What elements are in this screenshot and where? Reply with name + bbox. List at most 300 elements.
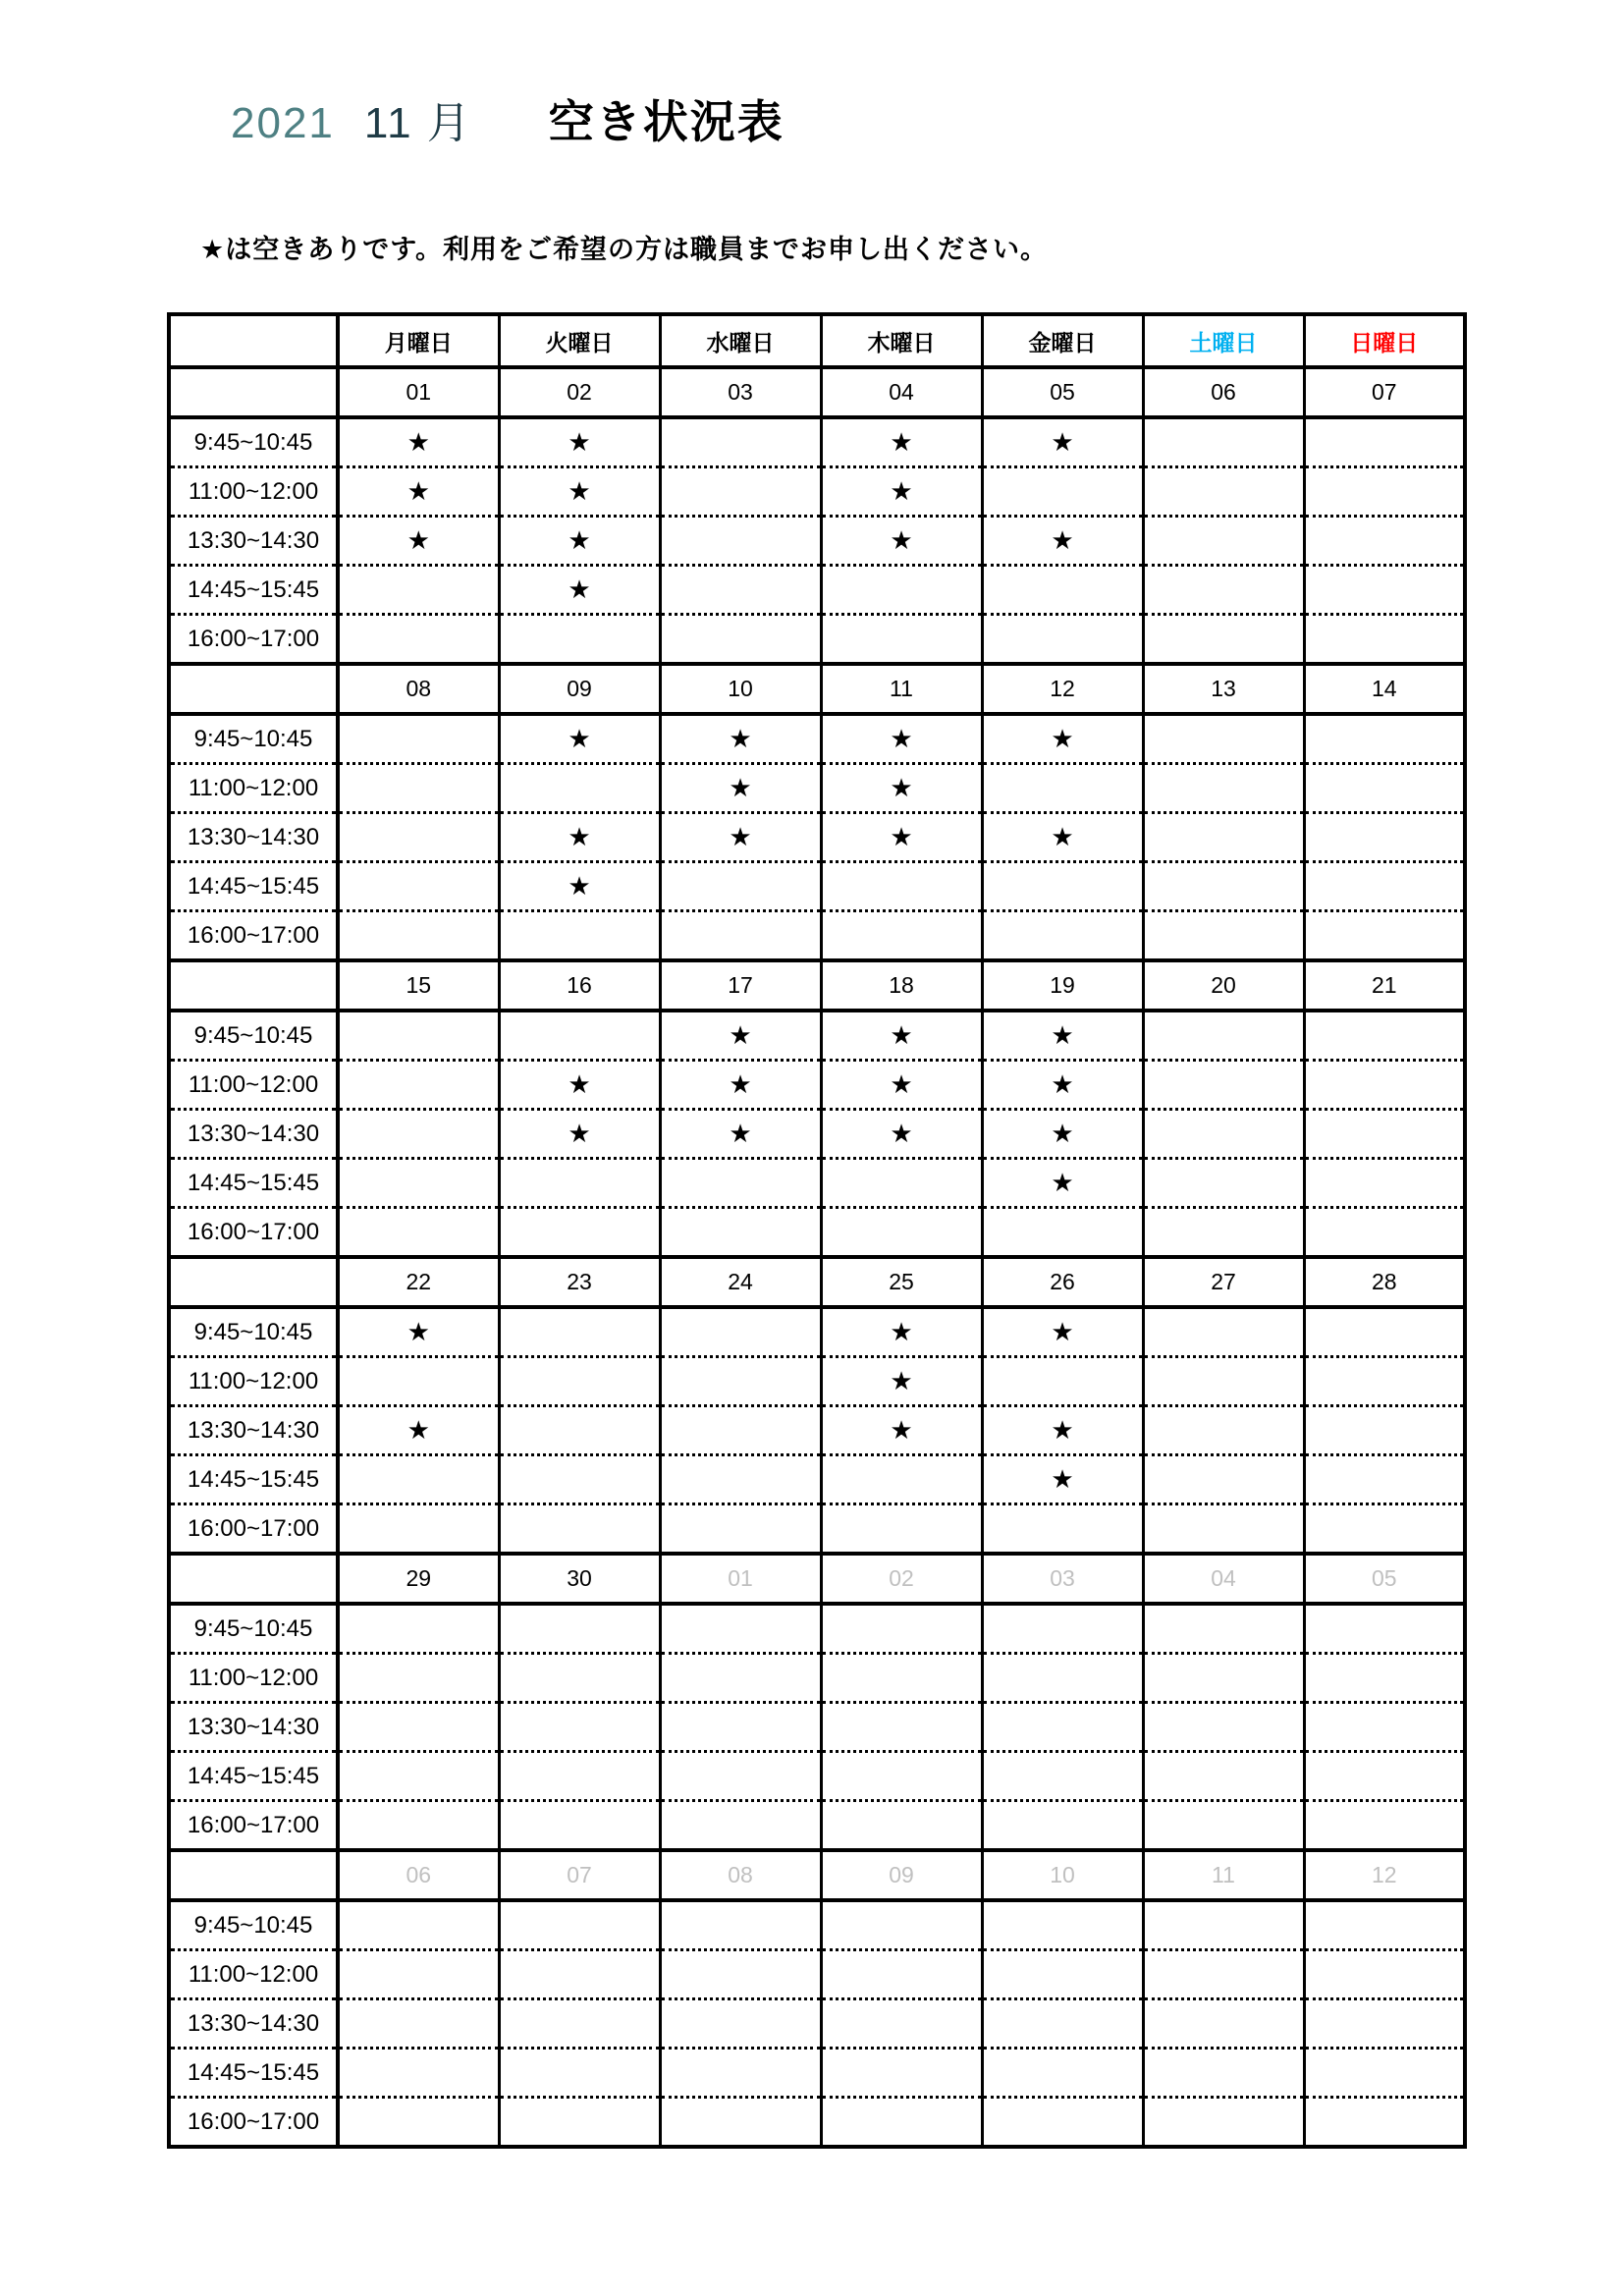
availability-cell-empty <box>499 1357 660 1406</box>
week-4-time-row-2 <box>169 1357 1465 1406</box>
availability-cell-empty <box>1304 1357 1465 1406</box>
weekday-header-wednesday: 水曜日 <box>660 314 821 367</box>
availability-cell-empty <box>1304 1061 1465 1110</box>
date-cell-22: 22 <box>338 1257 499 1307</box>
availability-cell-empty <box>660 1307 821 1357</box>
availability-cell-available <box>982 1455 1143 1504</box>
availability-cell-available <box>982 1110 1143 1159</box>
availability-cell-empty <box>1304 911 1465 961</box>
availability-cell-available <box>499 862 660 911</box>
availability-cell-empty <box>982 1504 1143 1555</box>
star-icon: ★ <box>406 525 430 555</box>
availability-cell-empty <box>1143 1703 1304 1752</box>
time-slot-label: 11:00~12:00 <box>169 1950 338 1999</box>
availability-cell-empty <box>499 1208 660 1258</box>
star-icon: ★ <box>406 476 430 506</box>
availability-cell-empty <box>1143 1357 1304 1406</box>
availability-cell-empty <box>1143 1801 1304 1851</box>
availability-cell-available <box>499 566 660 615</box>
availability-cell-empty <box>338 714 499 764</box>
week-2-date-row <box>169 664 1465 714</box>
availability-cell-empty <box>338 862 499 911</box>
star-icon: ★ <box>1051 822 1074 851</box>
availability-cell-available <box>338 1406 499 1455</box>
availability-cell-empty <box>821 1208 982 1258</box>
availability-cell-available <box>338 1307 499 1357</box>
week-3-time-row-5 <box>169 1208 1465 1258</box>
availability-cell-empty <box>338 911 499 961</box>
star-icon: ★ <box>568 574 591 604</box>
availability-cell-empty <box>821 1999 982 2049</box>
availability-cell-empty <box>821 1900 982 1950</box>
availability-cell-empty <box>338 1703 499 1752</box>
availability-cell-available <box>821 417 982 467</box>
availability-cell-empty <box>338 1061 499 1110</box>
date-cell-06: 06 <box>1143 367 1304 417</box>
availability-cell-empty <box>499 1752 660 1801</box>
availability-cell-available <box>982 714 1143 764</box>
star-icon: ★ <box>890 525 913 555</box>
week-3-time-row-1 <box>169 1011 1465 1061</box>
time-slot-label: 16:00~17:00 <box>169 1504 338 1555</box>
availability-cell-empty <box>1304 517 1465 566</box>
week-1-time-row-3 <box>169 517 1465 566</box>
star-icon: ★ <box>890 476 913 506</box>
time-slot-label: 9:45~10:45 <box>169 417 338 467</box>
availability-cell-empty <box>1143 1159 1304 1208</box>
date-cell-09: 09 <box>499 664 660 714</box>
week-3-time-row-3 <box>169 1110 1465 1159</box>
availability-cell-available <box>821 764 982 813</box>
date-cell-08-nextmonth: 08 <box>660 1850 821 1900</box>
availability-cell-empty <box>660 566 821 615</box>
date-cell-23: 23 <box>499 1257 660 1307</box>
availability-cell-empty <box>499 911 660 961</box>
availability-cell-empty <box>1304 1654 1465 1703</box>
availability-cell-empty <box>1304 1504 1465 1555</box>
availability-cell-empty <box>1304 1110 1465 1159</box>
time-slot-label: 14:45~15:45 <box>169 1159 338 1208</box>
availability-cell-available <box>338 417 499 467</box>
star-icon: ★ <box>1051 1119 1074 1148</box>
availability-cell-empty <box>821 1504 982 1555</box>
availability-cell-empty <box>982 862 1143 911</box>
star-icon: ★ <box>1051 724 1074 753</box>
time-slot-label: 11:00~12:00 <box>169 764 338 813</box>
availability-cell-empty <box>660 862 821 911</box>
availability-cell-available <box>982 1061 1143 1110</box>
star-icon: ★ <box>1051 1317 1074 1346</box>
date-row-empty-cell <box>169 1554 338 1604</box>
date-cell-04: 04 <box>821 367 982 417</box>
week-5-time-row-2 <box>169 1654 1465 1703</box>
availability-cell-available <box>499 813 660 862</box>
availability-cell-available <box>660 714 821 764</box>
availability-cell-empty <box>1143 1061 1304 1110</box>
availability-cell-empty <box>338 2049 499 2098</box>
availability-cell-available <box>660 813 821 862</box>
availability-cell-empty <box>338 2098 499 2148</box>
weekday-header-sunday: 日曜日 <box>1304 314 1465 367</box>
week-1-time-row-4 <box>169 566 1465 615</box>
date-cell-12: 12 <box>982 664 1143 714</box>
time-slot-label: 13:30~14:30 <box>169 813 338 862</box>
availability-cell-empty <box>1143 1999 1304 2049</box>
availability-cell-empty <box>1143 467 1304 517</box>
date-cell-16: 16 <box>499 960 660 1011</box>
week-2-time-row-3 <box>169 813 1465 862</box>
page-title <box>231 86 785 151</box>
week-4-time-row-1 <box>169 1307 1465 1357</box>
availability-cell-empty <box>1304 615 1465 665</box>
time-slot-label: 9:45~10:45 <box>169 1604 338 1654</box>
star-icon: ★ <box>406 1415 430 1445</box>
availability-cell-empty <box>821 862 982 911</box>
availability-cell-available <box>982 1011 1143 1061</box>
availability-cell-empty <box>1143 714 1304 764</box>
availability-cell-empty <box>821 1159 982 1208</box>
date-cell-02: 02 <box>499 367 660 417</box>
time-slot-label: 14:45~15:45 <box>169 862 338 911</box>
availability-cell-empty <box>499 1307 660 1357</box>
star-icon: ★ <box>890 1317 913 1346</box>
star-icon: ★ <box>568 1119 591 1148</box>
date-cell-21: 21 <box>1304 960 1465 1011</box>
availability-cell-empty <box>1143 1110 1304 1159</box>
star-icon: ★ <box>729 724 752 753</box>
availability-cell-empty <box>499 1159 660 1208</box>
availability-cell-empty <box>982 1752 1143 1801</box>
availability-cell-empty <box>1304 1999 1465 2049</box>
time-slot-label: 16:00~17:00 <box>169 1208 338 1258</box>
availability-cell-empty <box>499 1504 660 1555</box>
week-5-time-row-5 <box>169 1801 1465 1851</box>
week-6-time-row-5 <box>169 2098 1465 2148</box>
availability-cell-empty <box>982 1703 1143 1752</box>
availability-cell-empty <box>1304 1159 1465 1208</box>
date-cell-01-nextmonth: 01 <box>660 1554 821 1604</box>
date-cell-10-nextmonth: 10 <box>982 1850 1143 1900</box>
availability-cell-empty <box>1143 813 1304 862</box>
date-cell-29: 29 <box>338 1554 499 1604</box>
date-cell-25: 25 <box>821 1257 982 1307</box>
week-2-time-row-4 <box>169 862 1465 911</box>
availability-cell-available <box>660 1011 821 1061</box>
time-slot-label: 13:30~14:30 <box>169 1406 338 1455</box>
availability-cell-empty <box>1304 1900 1465 1950</box>
star-icon: ★ <box>1051 1020 1074 1050</box>
star-icon: ★ <box>729 1119 752 1148</box>
availability-cell-empty <box>660 2098 821 2148</box>
star-icon: ★ <box>406 427 430 457</box>
availability-cell-empty <box>1304 1604 1465 1654</box>
week-1-time-row-2 <box>169 467 1465 517</box>
week-5-time-row-1 <box>169 1604 1465 1654</box>
availability-cell-empty <box>1304 1752 1465 1801</box>
availability-cell-available <box>982 813 1143 862</box>
week-4-time-row-4 <box>169 1455 1465 1504</box>
star-icon: ★ <box>568 871 591 901</box>
availability-cell-empty <box>1304 1950 1465 1999</box>
availability-cell-empty <box>499 1801 660 1851</box>
availability-cell-empty <box>982 1900 1143 1950</box>
time-slot-label: 11:00~12:00 <box>169 1061 338 1110</box>
availability-cell-empty <box>499 1455 660 1504</box>
availability-cell-available <box>982 1307 1143 1357</box>
availability-cell-empty <box>338 615 499 665</box>
availability-cell-available <box>660 1061 821 1110</box>
availability-cell-empty <box>1304 1455 1465 1504</box>
availability-cell-empty <box>1304 417 1465 467</box>
availability-cell-empty <box>821 1455 982 1504</box>
time-slot-label: 13:30~14:30 <box>169 1703 338 1752</box>
star-icon: ★ <box>568 822 591 851</box>
availability-cell-empty <box>338 1900 499 1950</box>
availability-cell-available <box>499 417 660 467</box>
availability-cell-available <box>821 1406 982 1455</box>
availability-cell-available <box>499 714 660 764</box>
time-slot-label: 14:45~15:45 <box>169 2049 338 2098</box>
availability-cell-empty <box>982 764 1143 813</box>
availability-cell-empty <box>1304 2049 1465 2098</box>
availability-cell-empty <box>660 1999 821 2049</box>
availability-cell-empty <box>338 764 499 813</box>
star-icon: ★ <box>568 427 591 457</box>
availability-cell-empty <box>982 2049 1143 2098</box>
availability-cell-empty <box>338 1604 499 1654</box>
availability-cell-available <box>982 417 1143 467</box>
title-heading: 空き状況表 <box>548 96 785 147</box>
date-cell-26: 26 <box>982 1257 1143 1307</box>
availability-cell-available <box>821 714 982 764</box>
time-slot-label: 16:00~17:00 <box>169 615 338 665</box>
availability-cell-empty <box>338 1357 499 1406</box>
availability-cell-empty <box>660 517 821 566</box>
star-icon: ★ <box>890 427 913 457</box>
weekday-header-row <box>169 314 1465 367</box>
availability-cell-empty <box>499 764 660 813</box>
availability-cell-empty <box>338 566 499 615</box>
availability-cell-available <box>821 517 982 566</box>
availability-cell-empty <box>660 1357 821 1406</box>
availability-cell-empty <box>1143 1604 1304 1654</box>
date-cell-18: 18 <box>821 960 982 1011</box>
time-slot-label: 16:00~17:00 <box>169 1801 338 1851</box>
availability-cell-empty <box>1304 2098 1465 2148</box>
availability-cell-available <box>821 1357 982 1406</box>
availability-cell-empty <box>1143 1011 1304 1061</box>
time-slot-label: 14:45~15:45 <box>169 1752 338 1801</box>
availability-cell-empty <box>338 1999 499 2049</box>
availability-cell-empty <box>660 1406 821 1455</box>
time-slot-label: 16:00~17:00 <box>169 2098 338 2148</box>
availability-cell-empty <box>499 615 660 665</box>
availability-cell-empty <box>1143 1752 1304 1801</box>
availability-cell-empty <box>1143 1900 1304 1950</box>
date-cell-07: 07 <box>1304 367 1465 417</box>
title-month: 11 月 <box>363 99 472 147</box>
week-1-time-row-5 <box>169 615 1465 665</box>
availability-cell-empty <box>1304 1703 1465 1752</box>
availability-cell-empty <box>821 615 982 665</box>
star-icon: ★ <box>568 1069 591 1099</box>
availability-cell-empty <box>660 1801 821 1851</box>
availability-cell-empty <box>660 1950 821 1999</box>
availability-cell-available <box>821 1061 982 1110</box>
availability-cell-available <box>821 813 982 862</box>
availability-cell-available <box>982 1406 1143 1455</box>
availability-cell-empty <box>1304 1307 1465 1357</box>
time-slot-label: 9:45~10:45 <box>169 1307 338 1357</box>
availability-cell-empty <box>660 1455 821 1504</box>
availability-cell-empty <box>499 2049 660 2098</box>
star-icon: ★ <box>729 1069 752 1099</box>
week-6-time-row-2 <box>169 1950 1465 1999</box>
corner-cell <box>169 314 338 367</box>
availability-cell-empty <box>660 1208 821 1258</box>
weekday-header-friday: 金曜日 <box>982 314 1143 367</box>
availability-cell-empty <box>1143 2098 1304 2148</box>
availability-cell-available <box>660 764 821 813</box>
star-icon: ★ <box>890 773 913 802</box>
availability-cell-empty <box>1304 714 1465 764</box>
date-cell-11: 11 <box>821 664 982 714</box>
availability-cell-empty <box>982 1950 1143 1999</box>
availability-cell-empty <box>982 1654 1143 1703</box>
time-slot-label: 11:00~12:00 <box>169 1654 338 1703</box>
availability-cell-empty <box>338 813 499 862</box>
date-cell-05-nextmonth: 05 <box>1304 1554 1465 1604</box>
availability-cell-empty <box>821 1801 982 1851</box>
week-5-time-row-3 <box>169 1703 1465 1752</box>
availability-cell-empty <box>1143 615 1304 665</box>
date-row-empty-cell <box>169 960 338 1011</box>
availability-cell-available <box>982 517 1143 566</box>
week-1-time-row-1 <box>169 417 1465 467</box>
availability-cell-empty <box>660 1604 821 1654</box>
availability-cell-empty <box>821 1950 982 1999</box>
time-slot-label: 11:00~12:00 <box>169 467 338 517</box>
weekday-header-thursday: 木曜日 <box>821 314 982 367</box>
availability-cell-empty <box>338 1011 499 1061</box>
week-5-date-row <box>169 1554 1465 1604</box>
availability-cell-empty <box>982 1604 1143 1654</box>
availability-cell-empty <box>821 911 982 961</box>
availability-cell-empty <box>660 1504 821 1555</box>
time-slot-label: 11:00~12:00 <box>169 1357 338 1406</box>
availability-cell-empty <box>499 1011 660 1061</box>
availability-cell-empty <box>499 1604 660 1654</box>
date-row-empty-cell <box>169 1257 338 1307</box>
date-cell-01: 01 <box>338 367 499 417</box>
star-icon: ★ <box>729 822 752 851</box>
week-4-time-row-3 <box>169 1406 1465 1455</box>
star-icon: ★ <box>890 1415 913 1445</box>
availability-cell-empty <box>982 566 1143 615</box>
availability-cell-empty <box>1143 1307 1304 1357</box>
availability-cell-empty <box>660 911 821 961</box>
availability-cell-empty <box>821 2049 982 2098</box>
star-icon: ★ <box>890 1069 913 1099</box>
weekday-header-tuesday: 火曜日 <box>499 314 660 367</box>
date-cell-30: 30 <box>499 1554 660 1604</box>
availability-cell-empty <box>338 1110 499 1159</box>
availability-cell-empty <box>338 1504 499 1555</box>
availability-cell-empty <box>982 1801 1143 1851</box>
star-icon: ★ <box>890 822 913 851</box>
time-slot-label: 9:45~10:45 <box>169 1011 338 1061</box>
time-slot-label: 9:45~10:45 <box>169 714 338 764</box>
star-icon: ★ <box>729 1020 752 1050</box>
star-icon: ★ <box>1051 1464 1074 1494</box>
star-icon: ★ <box>890 724 913 753</box>
availability-cell-empty <box>1143 1455 1304 1504</box>
time-slot-label: 14:45~15:45 <box>169 566 338 615</box>
availability-cell-empty <box>660 2049 821 2098</box>
availability-cell-empty <box>660 1752 821 1801</box>
availability-cell-empty <box>1304 862 1465 911</box>
date-cell-04-nextmonth: 04 <box>1143 1554 1304 1604</box>
availability-cell-empty <box>1143 1950 1304 1999</box>
availability-cell-empty <box>338 1208 499 1258</box>
star-icon: ★ <box>568 525 591 555</box>
availability-cell-empty <box>1304 813 1465 862</box>
date-cell-08: 08 <box>338 664 499 714</box>
date-cell-14: 14 <box>1304 664 1465 714</box>
date-cell-20: 20 <box>1143 960 1304 1011</box>
star-icon: ★ <box>890 1119 913 1148</box>
time-slot-label: 16:00~17:00 <box>169 911 338 961</box>
date-cell-07-nextmonth: 07 <box>499 1850 660 1900</box>
date-cell-09-nextmonth: 09 <box>821 1850 982 1900</box>
date-cell-02-nextmonth: 02 <box>821 1554 982 1604</box>
availability-cell-empty <box>499 2098 660 2148</box>
availability-cell-empty <box>1143 417 1304 467</box>
date-cell-24: 24 <box>660 1257 821 1307</box>
date-cell-11-nextmonth: 11 <box>1143 1850 1304 1900</box>
availability-cell-available <box>499 1061 660 1110</box>
availability-cell-available <box>499 517 660 566</box>
weekday-header-monday: 月曜日 <box>338 314 499 367</box>
star-icon: ★ <box>568 724 591 753</box>
star-icon: ★ <box>568 476 591 506</box>
availability-cell-empty <box>1143 517 1304 566</box>
availability-cell-empty <box>338 1159 499 1208</box>
availability-cell-available <box>338 467 499 517</box>
week-2-time-row-1 <box>169 714 1465 764</box>
week-1-date-row <box>169 367 1465 417</box>
star-icon: ★ <box>1051 427 1074 457</box>
availability-cell-empty <box>338 1654 499 1703</box>
availability-cell-empty <box>1143 1406 1304 1455</box>
date-row-empty-cell <box>169 664 338 714</box>
availability-cell-empty <box>660 467 821 517</box>
availability-cell-empty <box>660 1159 821 1208</box>
date-cell-06-nextmonth: 06 <box>338 1850 499 1900</box>
availability-cell-empty <box>660 1900 821 1950</box>
availability-cell-empty <box>499 1703 660 1752</box>
availability-cell-empty <box>660 1654 821 1703</box>
date-cell-10: 10 <box>660 664 821 714</box>
week-4-date-row <box>169 1257 1465 1307</box>
availability-cell-empty <box>338 1950 499 1999</box>
star-icon: ★ <box>729 773 752 802</box>
date-cell-15: 15 <box>338 960 499 1011</box>
time-slot-label: 13:30~14:30 <box>169 1999 338 2049</box>
week-6-time-row-1 <box>169 1900 1465 1950</box>
availability-cell-available <box>821 1110 982 1159</box>
availability-cell-empty <box>1304 764 1465 813</box>
